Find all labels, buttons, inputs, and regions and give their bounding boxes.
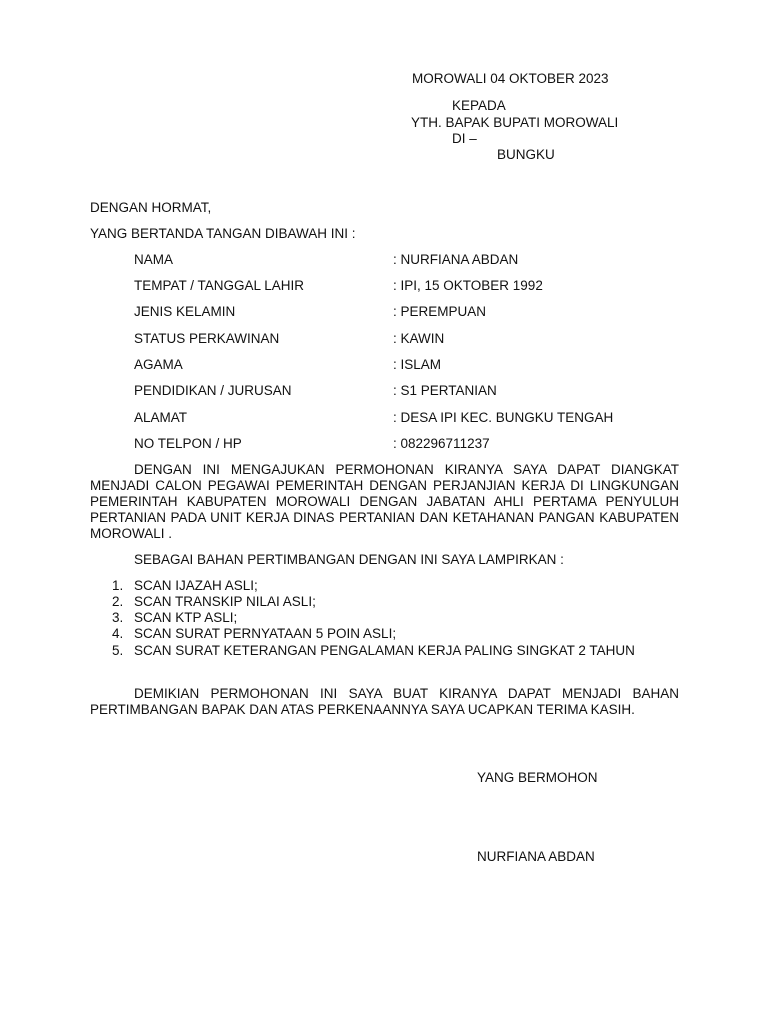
- field-label: TEMPAT / TANGGAL LAHIR: [134, 278, 305, 293]
- signature-name: NURFIANA ABDAN: [477, 849, 595, 864]
- field-label: PENDIDIKAN / JURUSAN: [134, 383, 292, 398]
- field-label: NO TELPON / HP: [134, 436, 242, 451]
- field-label: JENIS KELAMIN: [134, 304, 236, 319]
- place-date: MOROWALI 04 OKTOBER 2023: [412, 71, 609, 86]
- field-row-phone: [0, 436, 768, 452]
- list-number: 2.: [112, 594, 124, 609]
- list-text: SCAN SURAT KETERANGAN PENGALAMAN KERJA PALING SINGKAT 2 TAHUN: [134, 643, 635, 658]
- field-value: : IPI, 15 OKTOBER 1992: [393, 278, 543, 293]
- list-text: SCAN KTP ASLI;: [134, 610, 238, 625]
- field-row-birth: [0, 278, 768, 294]
- list-number: 4.: [112, 626, 124, 641]
- recipient: YTH. BAPAK BUPATI MOROWALI: [411, 115, 619, 130]
- list-text: SCAN IJAZAH ASLI;: [134, 578, 258, 593]
- recipient-di: DI –: [452, 131, 477, 146]
- closing-paragraph-text: DEMIKIAN PERMOHONAN INI SAYA BUAT KIRANYA DAPAT MENJADI BAHAN PERTIMBANGAN BAPAK DAN ATAS PERKENAANNYA SAYA UCAPKAN TERIMA KASIH.: [90, 686, 679, 717]
- intro-line: YANG BERTANDA TANGAN DIBAWAH INI :: [90, 226, 356, 241]
- field-row-marital: [0, 331, 768, 347]
- body-paragraph-text: DENGAN INI MENGAJUKAN PERMOHONAN KIRANYA SAYA DAPAT DIANGKAT MENJADI CALON PEGAWAI PEMERINTAH DENGAN PERJANJIAN KERJA DI LINGKUNGAN PEMERINTAH KABUPATEN MOROWALI DENGAN JABATAN AHLI PERTAMA PENYULUH PERTANIAN PADA UNIT KERJA DINAS PERTANIAN DAN KETAHANAN PANGAN KABUPATEN MOROWALI .: [90, 462, 679, 541]
- list-text: SCAN TRANSKIP NILAI ASLI;: [134, 594, 316, 609]
- list-item: [112, 594, 679, 610]
- field-value: : 082296711237: [393, 436, 490, 451]
- field-row-education: [0, 383, 768, 399]
- body-paragraph: [90, 462, 679, 542]
- closing-paragraph: [90, 686, 679, 718]
- to-label: KEPADA: [452, 98, 506, 113]
- list-item: [112, 610, 679, 626]
- field-row-gender: [0, 304, 768, 320]
- greeting: DENGAN HORMAT,: [90, 200, 212, 215]
- field-value: : PEREMPUAN: [393, 304, 487, 319]
- field-value: : DESA IPI KEC. BUNGKU TENGAH: [393, 410, 614, 425]
- field-value: : ISLAM: [393, 357, 442, 372]
- list-item: [112, 626, 679, 642]
- field-value: : NURFIANA ABDAN: [393, 252, 519, 267]
- signature-label: YANG BERMOHON: [477, 770, 598, 785]
- list-number: 3.: [112, 610, 124, 625]
- list-text: SCAN SURAT PERNYATAAN 5 POIN ASLI;: [134, 626, 397, 641]
- field-label: NAMA: [134, 252, 174, 267]
- field-row-name: [0, 252, 768, 268]
- field-label: ALAMAT: [134, 410, 188, 425]
- field-row-address: [0, 410, 768, 426]
- field-value: : S1 PERTANIAN: [393, 383, 497, 398]
- list-number: 5.: [112, 643, 124, 658]
- field-value: : KAWIN: [393, 331, 445, 346]
- field-label: AGAMA: [134, 357, 183, 372]
- attachments-intro: SEBAGAI BAHAN PERTIMBANGAN DENGAN INI SAYA LAMPIRKAN :: [134, 552, 564, 567]
- recipient-city: BUNGKU: [497, 147, 555, 162]
- list-item: [112, 643, 679, 675]
- field-label: STATUS PERKAWINAN: [134, 331, 280, 346]
- field-row-religion: [0, 357, 768, 373]
- list-number: 1.: [112, 578, 124, 593]
- list-item: [112, 578, 679, 594]
